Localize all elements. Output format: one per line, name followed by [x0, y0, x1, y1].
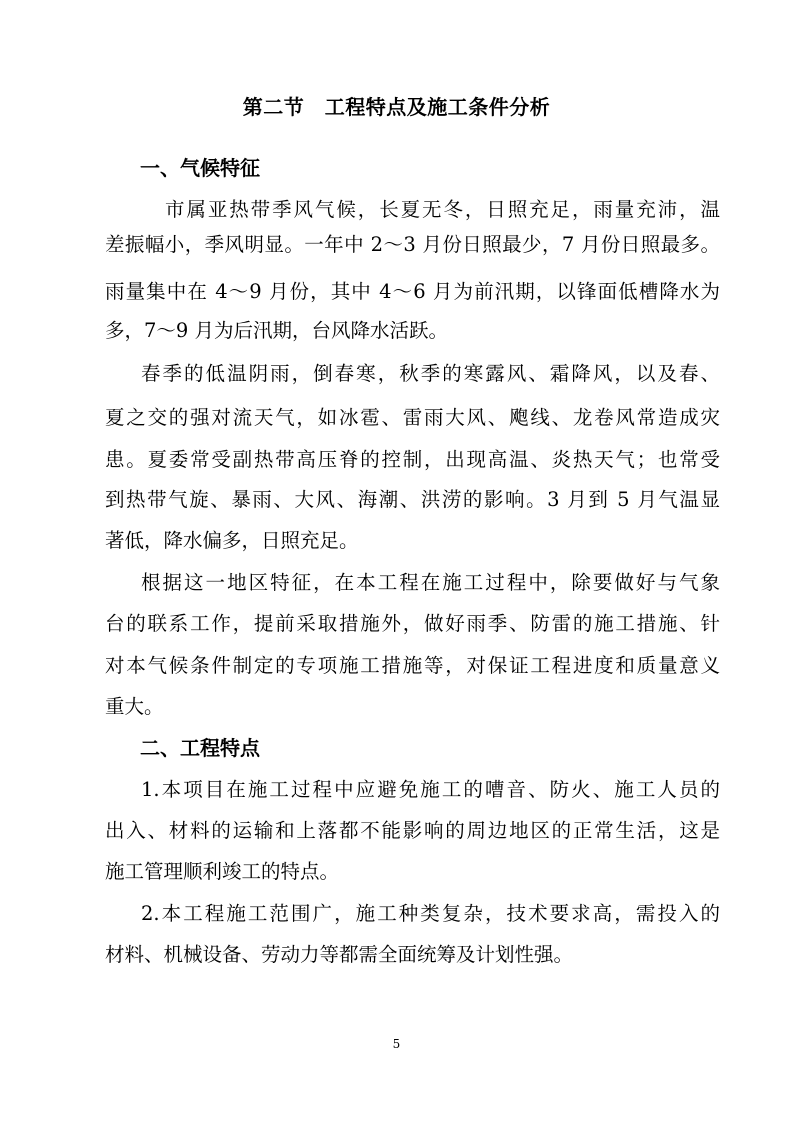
heading-project-features: 二、工程特点	[140, 736, 260, 760]
paragraph-line: 多，7～9 月为后汛期，台风降水活跃。	[105, 319, 449, 342]
page-number: 5	[392, 1037, 401, 1051]
paragraph-line: 春季的低温阴雨，倒春寒，秋季的寒露风、霜降风，以及春、	[141, 362, 720, 385]
paragraph-line: 到热带气旋、暴雨、大风、海潮、洪涝的影响。3 月到 5 月气温显	[105, 488, 720, 511]
paragraph-line: 台的联系工作，提前采取措施外，做好雨季、防雷的施工措施、针	[105, 612, 720, 635]
paragraph-line: 夏之交的强对流天气，如冰雹、雷雨大风、飑线、龙卷风常造成灾	[105, 406, 720, 429]
paragraph-line: 差振幅小，季风明显。一年中 2～3 月份日照最少，7 月份日照最多。	[105, 233, 720, 256]
section-title: 第二节 工程特点及施工条件分析	[242, 95, 551, 119]
paragraph-line: 患。夏委常受副热带高压脊的控制，出现高温、炎热天气；也常受	[105, 448, 720, 471]
paragraph-line: 材料、机械设备、劳动力等都需全面统筹及计划性强。	[105, 943, 574, 966]
paragraph-line: 雨量集中在 4～9 月份，其中 4～6 月为前汛期，以锋面低槽降水为	[105, 280, 720, 303]
paragraph-line: 根据这一地区特征，在本工程在施工过程中，除要做好与气象	[141, 571, 720, 594]
paragraph-line: 1.本项目在施工过程中应避免施工的嘈音、防火、施工人员的	[141, 778, 720, 801]
paragraph-line: 施工管理顺利竣工的特点。	[105, 860, 340, 883]
paragraph-line: 2.本工程施工范围广，施工种类复杂，技术要求高，需投入的	[141, 902, 720, 925]
paragraph-line: 市属亚热带季风气候，长夏无冬，日照充足，雨量充沛，温	[165, 198, 720, 221]
paragraph-line: 出入、材料的运输和上落都不能影响的周边地区的正常生活，这是	[105, 819, 720, 842]
paragraph-line: 重大。	[105, 695, 164, 718]
paragraph-line: 对本气候条件制定的专项施工措施等，对保证工程进度和质量意义	[105, 654, 720, 677]
paragraph-line: 著低，降水偏多，日照充足。	[105, 529, 359, 552]
heading-climate: 一、气候特征	[140, 156, 260, 180]
